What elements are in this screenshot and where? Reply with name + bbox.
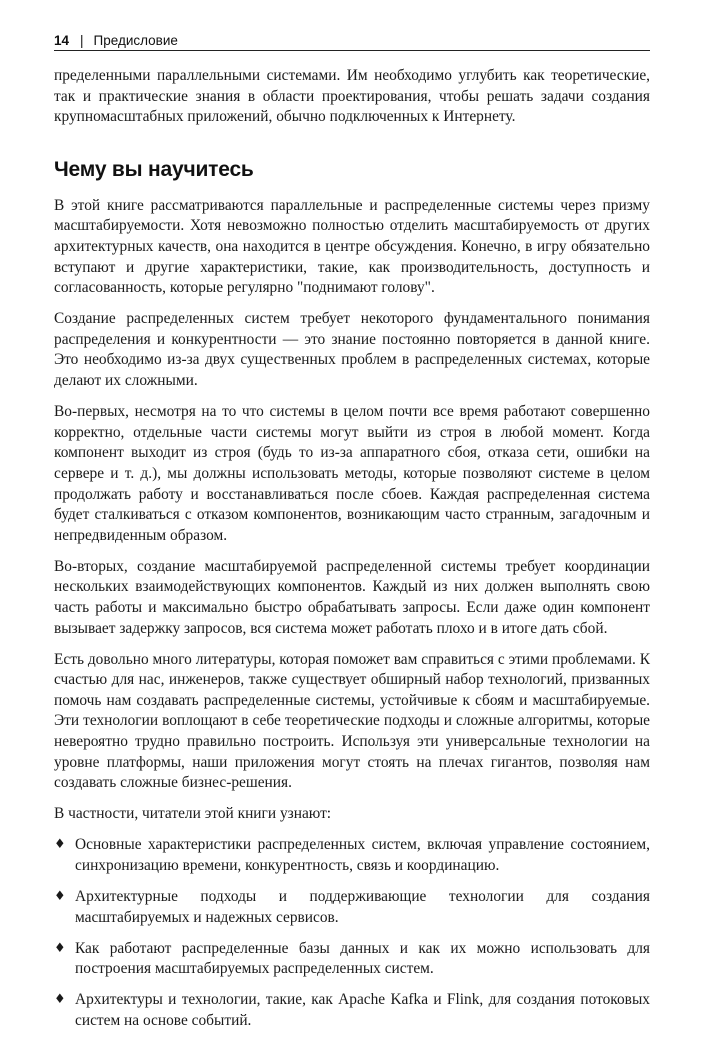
- chapter-title: Предисловие: [93, 33, 178, 48]
- body-paragraph: Создание распределенных систем требует некоторого фундаментального понимания распределения и конкурентности — это знание постоянно повторяется в данной книге. Это необходимо из-за двух существенных проблем в распределенных системах, которые делают их сложными.: [54, 310, 650, 390]
- running-header: [54, 31, 650, 51]
- page-number: 14: [54, 33, 70, 48]
- body-paragraph: В этой книге рассматриваются параллельные и распределенные системы через призму масштабируемости. Хотя невозможно полностью отделить масштабируемость от других архитектурных качеств, она находится в центре обсуждения. Конечно, в игру обязательно вступают и другие характеристики, такие, как производительность, доступность и согласованность, которые регулярно "поднимают голову".: [54, 196, 650, 297]
- header-rule: [54, 50, 650, 51]
- body-paragraph: Есть довольно много литературы, которая поможет вам справиться с этими проблемами. К счастью для нас, инженеров, также существует обширный набор технологий, призванных помочь нам создавать распределенные системы, устойчивые к сбоям и масштабируемые. Эти технологии воплощают в себе теоретические подходы и сложные алгоритмы, которые невероятно трудно правильно построить. Используя эти универсальные технологии на уровне платформы, наши приложения могут стоять на плечах гигантов, позволяя нам создавать сложные бизнес-решения.: [54, 650, 650, 792]
- intro-paragraph: пределенными параллельными системами. Им необходимо углубить как теоретические, так и практические знания в области проектирования, чтобы решать задачи создания крупномасштабных приложений, обычно подключенных к Интернету.: [54, 67, 650, 126]
- header-separator: |: [80, 33, 84, 48]
- list-item: [54, 990, 650, 1031]
- diamond-bullet-icon: ♦: [54, 889, 66, 905]
- body-paragraph: Во-первых, несмотря на то что системы в целом почти все время работают совершенно корректно, отдельные части системы могут выйти из строя в любой момент. Когда компонент выходит из строя (будь то из-за аппаратного сбоя, отказа сети, ошибки на сервере и т. д.), мы должны использовать методы, которые позволяют системе в целом продолжать работу и восстанавливаться после сбоев. Каждая распределенная система будет сталкиваться с отказом компонентов, возникающим часто странным, загадочным и непредвиденным образом.: [54, 403, 650, 544]
- list-item-text: Архитектуры и технологии, такие, как Apache Kafka и Flink, для создания потоковых систем на основе событий.: [75, 991, 650, 1030]
- diamond-bullet-icon: ♦: [54, 940, 66, 956]
- list-item: [54, 887, 650, 928]
- diamond-bullet-icon: ♦: [54, 837, 66, 853]
- diamond-bullet-icon: ♦: [54, 992, 66, 1008]
- list-item-text: Основные характеристики распределенных систем, включая управление состоянием, синхронизацию времени, конкурентность, связь и координацию.: [75, 836, 650, 874]
- list-item-text: Как работают распределенные базы данных и как их можно использовать для построения масштабируемых распределенных систем.: [75, 939, 650, 978]
- section-heading: Чему вы научитесь: [54, 157, 254, 181]
- list-item-text: Архитектурные подходы и поддерживающие технологии для создания масштабируемых и надежных сервисов.: [75, 888, 650, 926]
- list-item: [54, 835, 650, 876]
- list-intro: В частности, читатели этой книги узнают:: [54, 805, 332, 823]
- learning-outcomes-list: [54, 835, 650, 1031]
- list-item: [54, 939, 650, 980]
- body-paragraph: Во-вторых, создание масштабируемой распределенной системы требует координации нескольких взаимодействующих компонентов. Каждый из них должен выполнять свою часть работы и максимально быстро обрабатывать запросы. Если даже один компонент вызывает задержку запросов, вся система может работать плохо и в итоге дать сбой.: [54, 557, 650, 637]
- page-body: [54, 66, 650, 1042]
